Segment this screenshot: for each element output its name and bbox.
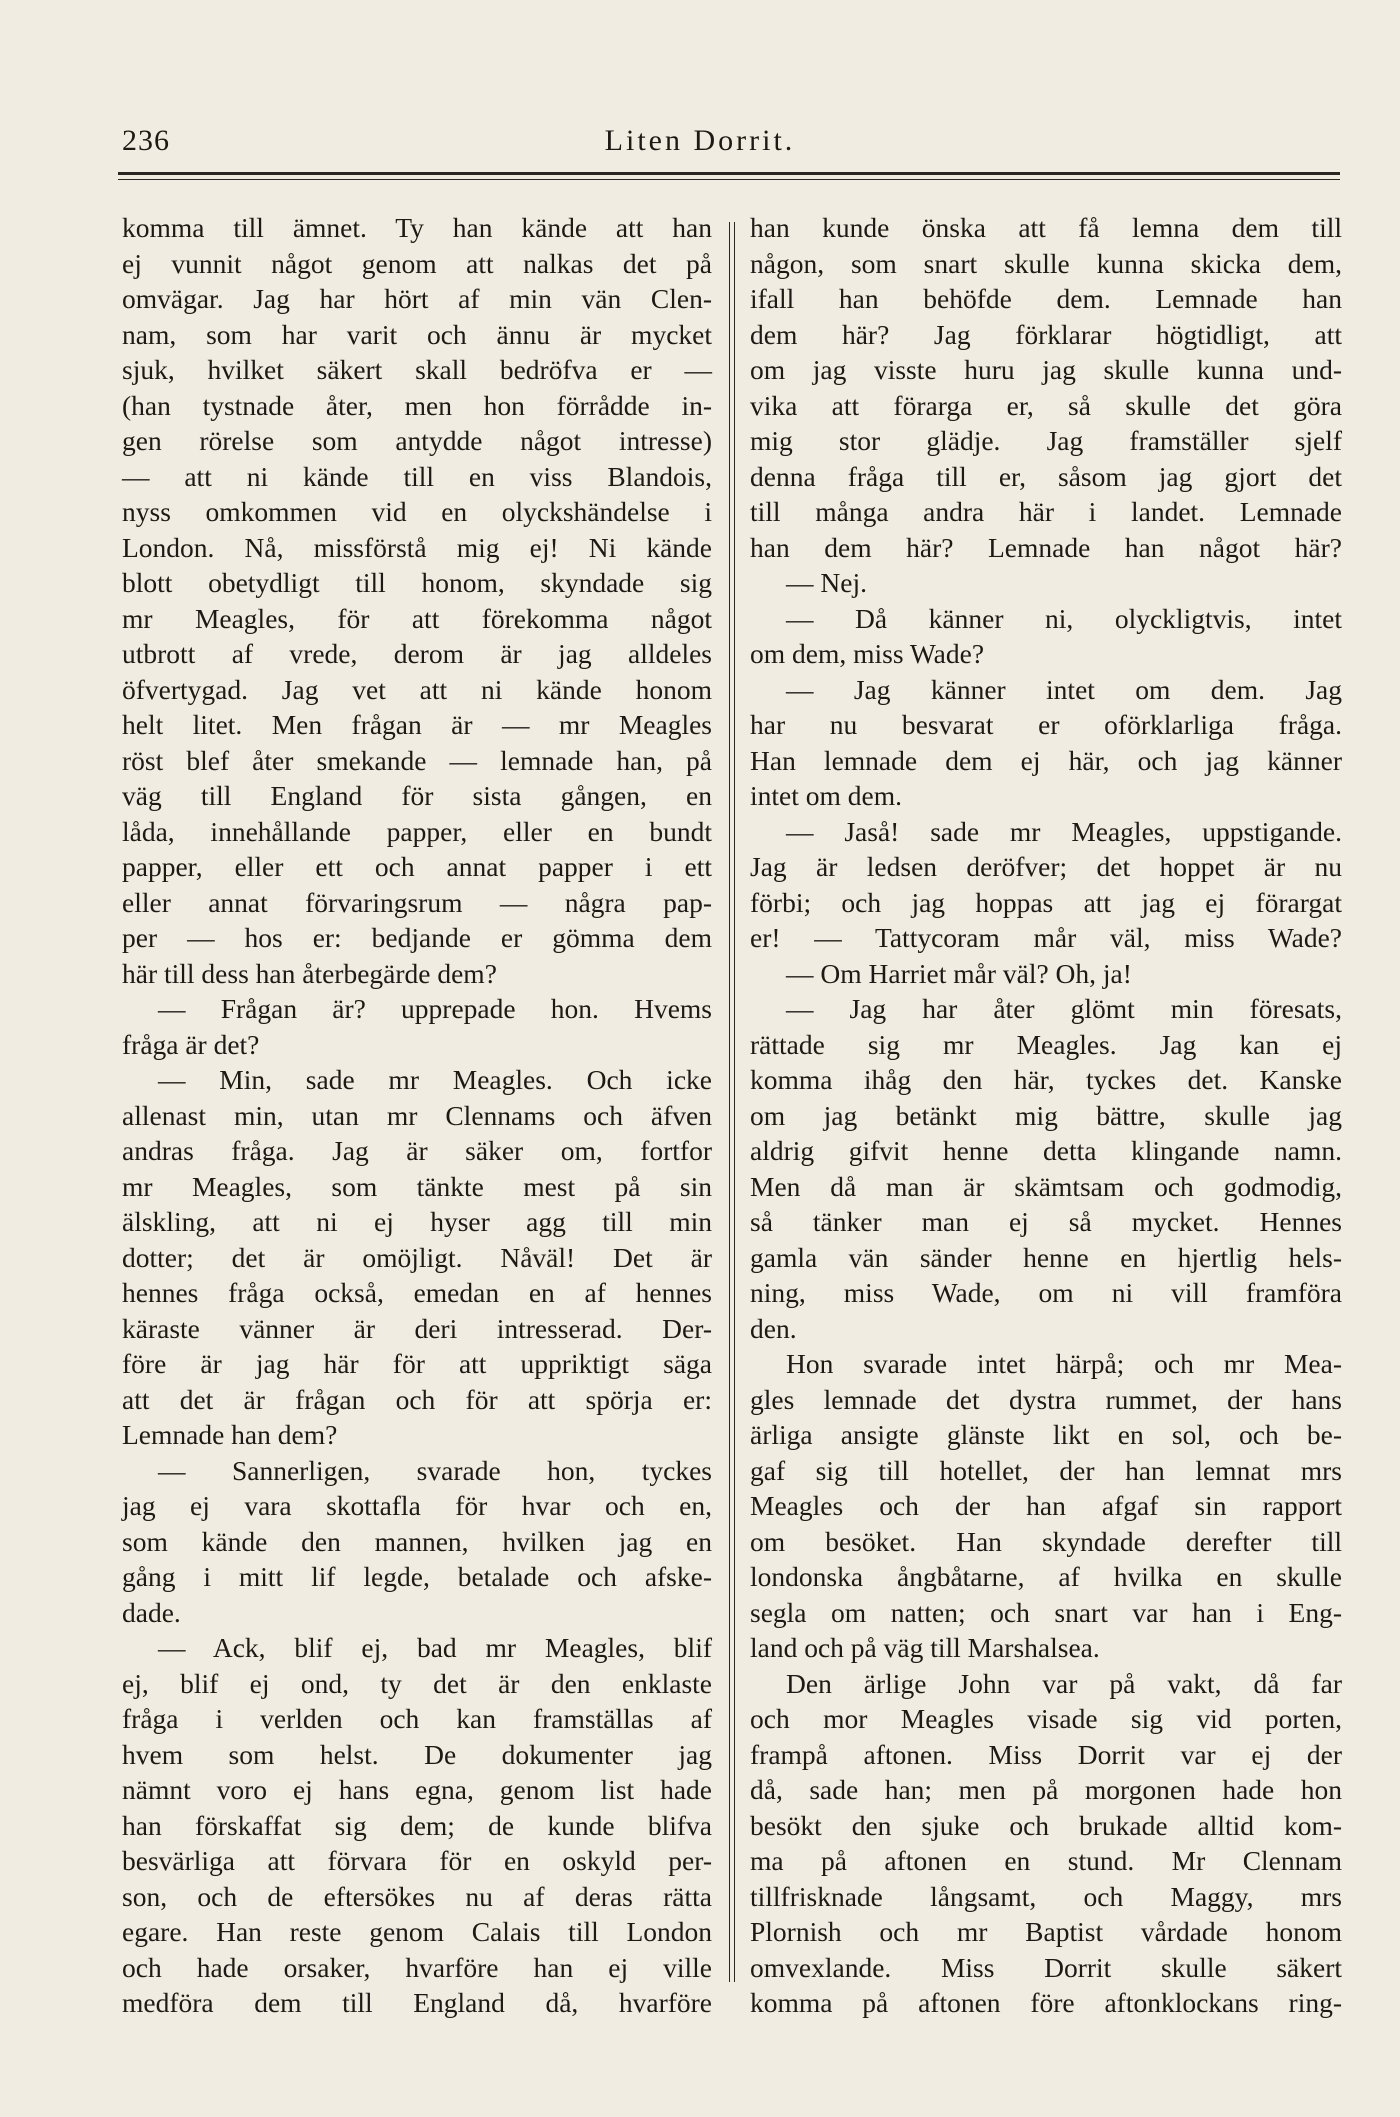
text-line: mr Meagles, för att förekomma något bbox=[122, 602, 712, 634]
text-line: här till dess han återbegärde dem? bbox=[122, 957, 497, 989]
text-line: dotter; det är omöjligt. Nåväl! Det är bbox=[122, 1241, 712, 1273]
text-line: gen rörelse som antydde något intresse) bbox=[122, 425, 712, 456]
text-line: — Sannerligen, svarade hon, tyckes bbox=[158, 1454, 712, 1486]
text-line: komma ihåg den här, tyckes det. Kanske bbox=[750, 1064, 1342, 1095]
text-line: Hon svarade intet härpå; och mr Mea- bbox=[786, 1348, 1342, 1379]
text-line: mig stor glädje. Jag framställer sjelf bbox=[750, 425, 1342, 456]
text-line: per — hos er: bedjande er gömma dem bbox=[122, 922, 712, 953]
page-number: 236 bbox=[122, 124, 170, 157]
text-line: och mor Meagles visade sig vid porten, bbox=[750, 1703, 1342, 1734]
text-line: — Då känner ni, olyckligtvis, intet bbox=[786, 602, 1342, 634]
text-line: utbrott af vrede, derom är jag alldeles bbox=[122, 638, 712, 669]
text-line: — Jag har åter glömt min föresats, bbox=[786, 993, 1342, 1024]
text-line: ning, miss Wade, om ni vill framföra bbox=[750, 1277, 1342, 1308]
text-line: ma på aftonen en stund. Mr Clennam bbox=[750, 1845, 1342, 1876]
text-line: — Jag känner intet om dem. Jag bbox=[786, 673, 1342, 705]
text-line: ifall han behöfde dem. Lemnade han bbox=[750, 283, 1342, 314]
running-title: Liten Dorrit. bbox=[604, 124, 796, 157]
text-line: egare. Han reste genom Calais till London bbox=[122, 1916, 712, 1947]
text-line: någon, som snart skulle kunna skicka dem, bbox=[750, 247, 1342, 279]
text-line: han kunde önska att få lemna dem till bbox=[750, 212, 1342, 243]
text-line: ej, blif ej ond, ty det är den enklaste bbox=[122, 1667, 712, 1699]
text-line: — Om Harriet mår väl? Oh, ja! bbox=[786, 957, 1132, 989]
text-line: gles lemnade det dystra rummet, der hans bbox=[750, 1383, 1342, 1415]
text-line: intet om dem. bbox=[750, 780, 902, 811]
text-line: allenast min, utan mr Clennams och äfven bbox=[122, 1099, 712, 1131]
text-line: komma på aftonen före aftonklockans ring- bbox=[750, 1987, 1342, 2018]
header-rule-thick bbox=[118, 172, 1340, 175]
text-line: nyss omkommen vid en olyckshändelse i bbox=[122, 496, 712, 527]
text-line: andras fråga. Jag är säker om, fortfor bbox=[122, 1135, 712, 1166]
text-line: omvägar. Jag har hört af min vän Clen- bbox=[122, 283, 712, 314]
text-line: om jag visste huru jag skulle kunna und- bbox=[750, 354, 1342, 385]
right-column bbox=[750, 210, 1342, 2021]
text-line: väg till England för sista gången, en bbox=[122, 780, 712, 811]
text-line: denna fråga till er, såsom jag gjort det bbox=[750, 460, 1342, 492]
text-line: gaf sig till hotellet, der han lemnat mrs bbox=[750, 1454, 1342, 1486]
text-line: hennes fråga också, emedan en af hennes bbox=[122, 1277, 712, 1308]
text-line: så tänker man ej så mycket. Hennes bbox=[750, 1206, 1342, 1237]
text-line: besökt den sjuke och brukade alltid kom- bbox=[750, 1809, 1342, 1841]
text-line: dem här? Jag förklarar högtidligt, att bbox=[750, 318, 1342, 350]
text-line: blott obetydligt till honom, skyndade sig bbox=[122, 567, 712, 598]
text-line: (han tystnade åter, men hon förrådde in- bbox=[122, 389, 712, 421]
text-line: Jag är ledsen deröfver; det hoppet är nu bbox=[750, 851, 1342, 882]
text-line: om besöket. Han skyndade derefter till bbox=[750, 1525, 1342, 1557]
header-rule-thin bbox=[118, 179, 1340, 180]
text-line: nämnt voro ej hans egna, genom list hade bbox=[122, 1774, 712, 1805]
text-line: — Ack, blif ej, bad mr Meagles, blif bbox=[158, 1632, 712, 1663]
text-line: londonska ångbåtarne, af hvilka en skulle bbox=[750, 1561, 1342, 1592]
text-line: tillfrisknade långsamt, och Maggy, mrs bbox=[750, 1880, 1342, 1912]
text-line: vika att förarga er, så skulle det göra bbox=[750, 389, 1342, 421]
text-line: ej vunnit något genom att nalkas det på bbox=[122, 247, 712, 279]
text-line: besvärliga att förvara för en oskyld per- bbox=[122, 1845, 712, 1876]
text-line: hvem som helst. De dokumenter jag bbox=[122, 1738, 712, 1770]
text-line: papper, eller ett och annat papper i ett bbox=[122, 851, 712, 882]
text-line: — Jaså! sade mr Meagles, uppstigande. bbox=[786, 815, 1342, 847]
text-line: helt litet. Men frågan är — mr Meagles bbox=[122, 709, 712, 740]
text-line: land och på väg till Marshalsea. bbox=[750, 1632, 1100, 1663]
text-line: — Nej. bbox=[786, 567, 867, 598]
text-line: — Frågan är? upprepade hon. Hvems bbox=[158, 993, 712, 1024]
text-line: om dem, miss Wade? bbox=[750, 638, 985, 669]
text-line: er! — Tattycoram mår väl, miss Wade? bbox=[750, 922, 1342, 953]
text-line: — Min, sade mr Meagles. Och icke bbox=[158, 1064, 712, 1095]
text-line: son, och de eftersökes nu af deras rätta bbox=[122, 1880, 712, 1912]
text-line: sjuk, hvilket säkert skall bedröfva er — bbox=[122, 354, 712, 385]
column-divider bbox=[729, 222, 735, 1982]
text-line: eller annat förvaringsrum — några pap- bbox=[122, 886, 712, 918]
text-line: — att ni kände till en viss Blandois, bbox=[122, 460, 712, 492]
text-line: Den ärlige John var på vakt, då far bbox=[786, 1667, 1342, 1699]
text-line: omvexlande. Miss Dorrit skulle säkert bbox=[750, 1951, 1342, 1983]
text-line: London. Nå, missförstå mig ej! Ni kände bbox=[122, 531, 712, 563]
text-line: gång i mitt lif legde, betalade och afske- bbox=[122, 1561, 712, 1592]
text-line: Men då man är skämtsam och godmodig, bbox=[750, 1170, 1342, 1202]
text-line: öfvertygad. Jag vet att ni kände honom bbox=[122, 673, 712, 705]
text-line: att det är frågan och för att spörja er: bbox=[122, 1383, 712, 1415]
text-line: och hade orsaker, hvarföre han ej ville bbox=[122, 1951, 712, 1983]
text-line: frampå aftonen. Miss Dorrit var ej der bbox=[750, 1738, 1342, 1770]
text-line: Lemnade han dem? bbox=[122, 1419, 338, 1450]
text-line: fråga i verlden och kan framställas af bbox=[122, 1703, 712, 1734]
text-line: jag ej vara skottafla för hvar och en, bbox=[122, 1490, 712, 1521]
text-line: dade. bbox=[122, 1596, 181, 1628]
text-line: mr Meagles, som tänkte mest på sin bbox=[122, 1170, 712, 1202]
text-line: gamla vän sänder henne en hjertlig hels- bbox=[750, 1241, 1342, 1273]
text-line: käraste vänner är deri intresserad. Der- bbox=[122, 1312, 712, 1344]
text-line: före är jag här för att uppriktigt säga bbox=[122, 1348, 712, 1379]
text-line: nam, som har varit och ännu är mycket bbox=[122, 318, 712, 350]
text-line: till många andra här i landet. Lemnade bbox=[750, 496, 1342, 527]
text-line: fråga är det? bbox=[122, 1028, 260, 1060]
text-line: medföra dem till England då, hvarföre bbox=[122, 1987, 712, 2018]
text-line: Plornish och mr Baptist vårdade honom bbox=[750, 1916, 1342, 1947]
left-column bbox=[122, 210, 712, 2021]
text-line: den. bbox=[750, 1312, 797, 1344]
text-line: förbi; och jag hoppas att jag ej förargat bbox=[750, 886, 1342, 918]
text-line: aldrig gifvit henne detta klingande namn. bbox=[750, 1135, 1342, 1166]
text-line: älskling, att ni ej hyser agg till min bbox=[122, 1206, 712, 1237]
text-line: om jag betänkt mig bättre, skulle jag bbox=[750, 1099, 1342, 1131]
page-header bbox=[0, 124, 1400, 164]
text-line: röst blef åter smekande — lemnade han, på bbox=[122, 744, 712, 776]
text-line: som kände den mannen, hvilken jag en bbox=[122, 1525, 712, 1557]
text-line: ärliga ansigte glänste likt en sol, och be- bbox=[750, 1419, 1342, 1450]
text-line: rättade sig mr Meagles. Jag kan ej bbox=[750, 1028, 1342, 1060]
text-line: han förskaffat sig dem; de kunde blifva bbox=[122, 1809, 712, 1841]
text-line: han dem här? Lemnade han något här? bbox=[750, 531, 1342, 563]
text-line: segla om natten; och snart var han i Eng- bbox=[750, 1596, 1342, 1628]
text-line: Han lemnade dem ej här, och jag känner bbox=[750, 744, 1342, 776]
text-line: Meagles och der han afgaf sin rapport bbox=[750, 1490, 1342, 1521]
text-line: har nu besvarat er oförklarliga fråga. bbox=[750, 709, 1342, 740]
text-line: då, sade han; men på morgonen hade hon bbox=[750, 1774, 1342, 1805]
text-line: komma till ämnet. Ty han kände att han bbox=[122, 212, 712, 243]
text-line: låda, innehållande papper, eller en bundt bbox=[122, 815, 712, 847]
